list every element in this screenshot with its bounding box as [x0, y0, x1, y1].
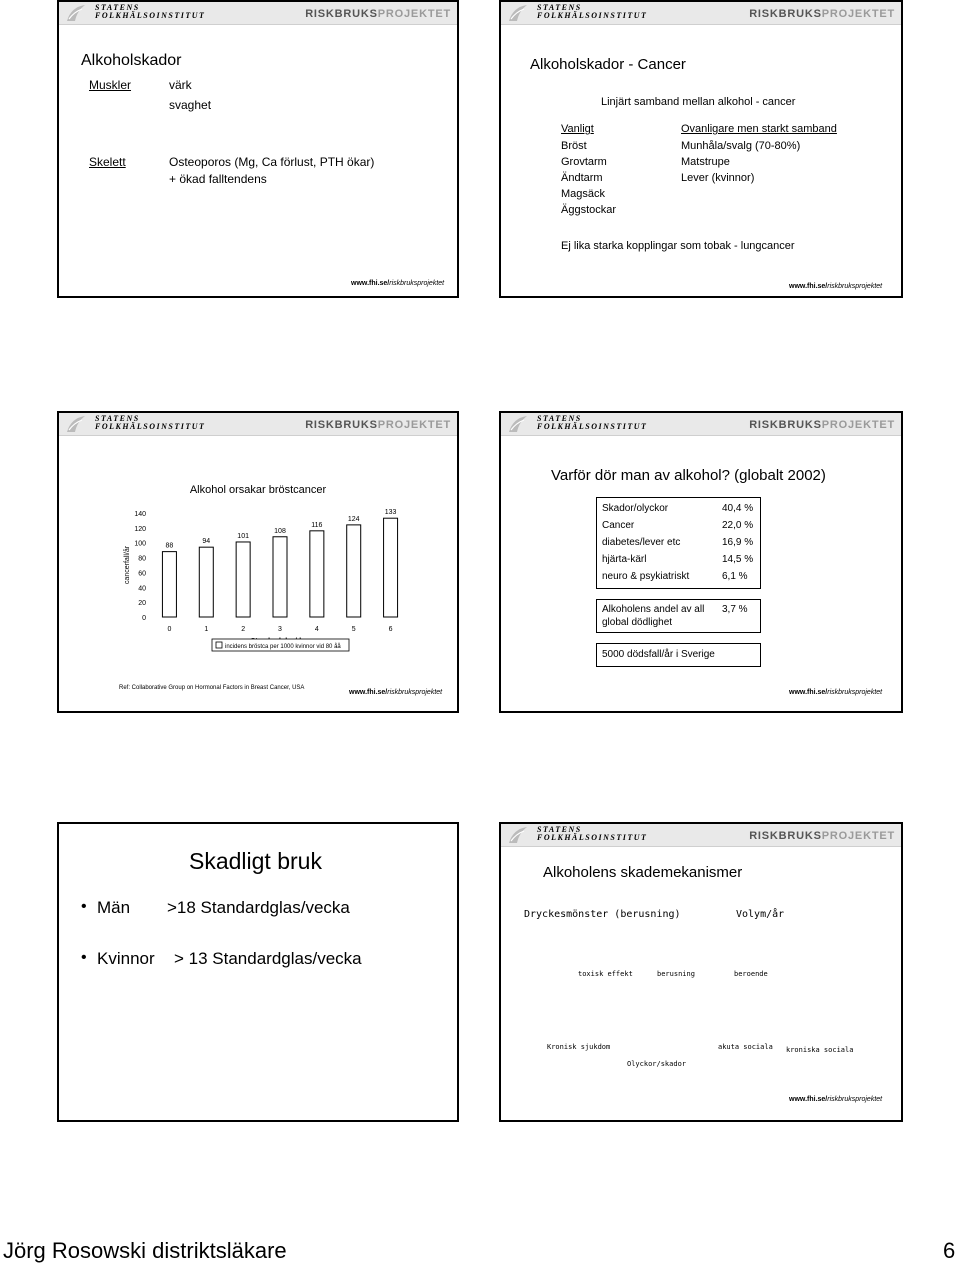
org-name-line2: FOLKHÄLSOINSTITUT [95, 422, 206, 431]
common-item: Grovtarm [561, 156, 607, 168]
slide-url: www.fhi.se/riskbruksprojektet [789, 689, 883, 696]
cause-label: Skador/olyckor [602, 503, 669, 514]
slide-header [501, 413, 901, 436]
muscles-item: värk [169, 78, 192, 92]
muscles-item: svaghet [169, 98, 212, 112]
bar-data-label: 94 [202, 538, 211, 546]
y-tick-label: 120 [134, 525, 146, 533]
bullet: • [81, 898, 87, 915]
sweden-box [596, 643, 761, 667]
org-name-line1: STATENS [95, 414, 140, 423]
slide-title: Alkoholens skademekanismer [543, 864, 743, 881]
muscles-label: Muskler [89, 78, 132, 92]
cause-value: 14,5 % [722, 554, 754, 565]
org-name-line1: STATENS [95, 3, 140, 12]
slide-url: www.fhi.se/riskbruksprojektet [789, 283, 883, 290]
slide-title: Alkoholskador [81, 52, 182, 69]
x-tick-label: 6 [388, 626, 393, 633]
bar-data-label: 101 [237, 532, 249, 540]
share-value: 3,7 % [722, 604, 748, 615]
y-tick-label: 80 [138, 555, 146, 563]
reference-note: Ref: Collaborative Group on Hormonal Factors in Breast Cancer, USA [119, 685, 305, 691]
y-tick-label: 40 [138, 585, 146, 593]
drinking-pattern: Dryckesmönster (berusning) [524, 909, 681, 920]
alcohol-share-box [596, 599, 761, 633]
fhi-logo-icon [65, 414, 87, 434]
strong-item: Lever (kvinnor) [681, 172, 755, 184]
share-label: global dödlighet [602, 617, 673, 628]
skeleton-item: + ökad falltendens [169, 172, 267, 186]
x-tick-label: 4 [314, 626, 319, 633]
y-tick-label: 100 [134, 540, 146, 548]
slide-title: Varför dör man av alkohol? (globalt 2002) [551, 467, 826, 484]
common-item: Bröst [561, 140, 587, 152]
outcome-acute-social: akuta sociala [718, 1043, 773, 1051]
skeleton-label: Skelett [89, 155, 126, 169]
breast-cancer-bar-chart [59, 435, 457, 695]
fhi-logo-icon [507, 825, 529, 845]
project-logo: RISKBRUKSPROJEKTET [749, 830, 895, 842]
slide-header [501, 824, 901, 847]
fhi-logo-icon [507, 414, 529, 434]
mechanism-toxic: toxisk effekt [578, 970, 633, 978]
sweden-deaths: 5000 dödsfall/år i Sverige [602, 649, 715, 660]
common-item: Ändtarm [561, 172, 603, 184]
legend-swatch [216, 642, 222, 648]
cause-value: 16,9 % [722, 537, 754, 548]
slide-harmful-use [57, 822, 459, 1122]
slide-url: www.fhi.se/riskbruksprojektet [351, 280, 445, 287]
outcome-chronic-social: kroniska sociala [786, 1046, 854, 1054]
org-name-line2: FOLKHÄLSOINSTITUT [537, 422, 648, 431]
org-name-line1: STATENS [537, 825, 582, 834]
project-logo: RISKBRUKSPROJEKTET [305, 419, 451, 431]
slide-title: Skadligt bruk [189, 848, 322, 874]
bar-data-label: 108 [274, 527, 286, 535]
cause-value: 6,1 % [722, 571, 748, 582]
cause-value: 22,0 % [722, 520, 754, 531]
strong-heading: Ovanligare men starkt samband [681, 123, 837, 135]
men-label: Män [97, 898, 131, 917]
slide-subtitle: Linjärt samband mellan alkohol - cancer [601, 96, 796, 108]
slide-cancer [499, 0, 903, 298]
slide-url: www.fhi.se/riskbruksprojektet [349, 689, 443, 696]
page-number: 6 [943, 1238, 956, 1263]
x-tick-label: 1 [204, 626, 209, 633]
slide-url: www.fhi.se/riskbruksprojektet [789, 1096, 883, 1103]
share-label: Alkoholens andel av all [602, 604, 705, 615]
outcome-chronic-disease: Kronisk sjukdom [547, 1043, 611, 1051]
project-logo: RISKBRUKSPROJEKTET [749, 419, 895, 431]
women-label: Kvinnor [97, 949, 155, 968]
bullet: • [81, 949, 87, 966]
cause-value: 40,4 % [722, 503, 754, 514]
skeleton-item: Osteoporos (Mg, Ca förlust, PTH ökar) [169, 155, 375, 169]
slide-alkoholskador [57, 0, 459, 298]
bar-data-label: 124 [347, 515, 360, 523]
org-name-line1: STATENS [537, 414, 582, 423]
x-tick-label: 3 [278, 626, 282, 633]
chart-title: Alkohol orsakar bröstcancer [189, 484, 327, 496]
chart-bar [384, 518, 398, 617]
org-name-line2: FOLKHÄLSOINSTITUT [95, 11, 206, 20]
x-tick-label: 0 [167, 626, 172, 633]
org-name-line2: FOLKHÄLSOINSTITUT [537, 11, 648, 20]
causes-table [596, 497, 761, 589]
slide-breast-cancer-chart [57, 411, 459, 713]
author-footer: Jörg Rosowski distriktsläkare [3, 1238, 287, 1263]
strong-item: Munhåla/svalg (70-80%) [681, 140, 801, 152]
chart-bar [162, 552, 176, 617]
mechanism-intoxication: berusning [657, 970, 695, 978]
slide-header [501, 2, 901, 25]
x-tick-label: 5 [351, 626, 356, 633]
cause-label: Cancer [602, 520, 635, 531]
common-item: Äggstockar [561, 204, 617, 216]
mechanism-dependence: beroende [734, 970, 768, 978]
org-name-line2: FOLKHÄLSOINSTITUT [537, 833, 648, 842]
common-item: Magsäck [561, 188, 606, 200]
bar-data-label: 116 [311, 521, 323, 529]
slide-mechanisms [499, 822, 903, 1122]
legend-label: incidens bröstca per 1000 kvinnor vid 80 åå [225, 644, 341, 650]
org-name-line1: STATENS [537, 3, 582, 12]
tobacco-note: Ej lika starka kopplingar som tobak - lungcancer [561, 240, 795, 252]
y-tick-label: 20 [138, 600, 146, 608]
fhi-logo-icon [65, 3, 87, 23]
y-tick-label: 140 [134, 511, 146, 518]
y-tick-label: 0 [142, 615, 146, 622]
slide-header [59, 413, 457, 436]
y-axis-label: cancerfall/år [124, 545, 131, 585]
strong-item: Matstrupe [681, 156, 730, 168]
bar-data-label: 88 [165, 542, 174, 550]
y-tick-label: 60 [138, 570, 146, 578]
project-logo: RISKBRUKSPROJEKTET [749, 8, 895, 20]
bar-data-label: 133 [384, 509, 397, 517]
chart-bar [347, 525, 361, 617]
fhi-logo-icon [507, 3, 529, 23]
chart-bar [310, 531, 324, 617]
slide-title: Alkoholskador - Cancer [530, 56, 686, 73]
men-limit: >18 Standardglas/vecka [167, 898, 350, 917]
cause-label: hjärta-kärl [602, 554, 647, 565]
chart-bar [199, 547, 213, 617]
project-logo: RISKBRUKSPROJEKTET [305, 8, 451, 20]
slide-global-deaths [499, 411, 903, 713]
cause-label: neuro & psykiatriskt [602, 571, 690, 582]
slide-header [59, 2, 457, 25]
chart-bar [236, 542, 250, 617]
chart-bar [273, 537, 287, 617]
annual-volume: Volym/år [736, 909, 785, 920]
cause-label: diabetes/lever etc [602, 537, 681, 548]
x-tick-label: 2 [241, 626, 246, 633]
outcome-accidents: Olyckor/skador [627, 1060, 687, 1068]
common-heading: Vanligt [561, 123, 594, 135]
women-limit: > 13 Standardglas/vecka [174, 949, 362, 968]
